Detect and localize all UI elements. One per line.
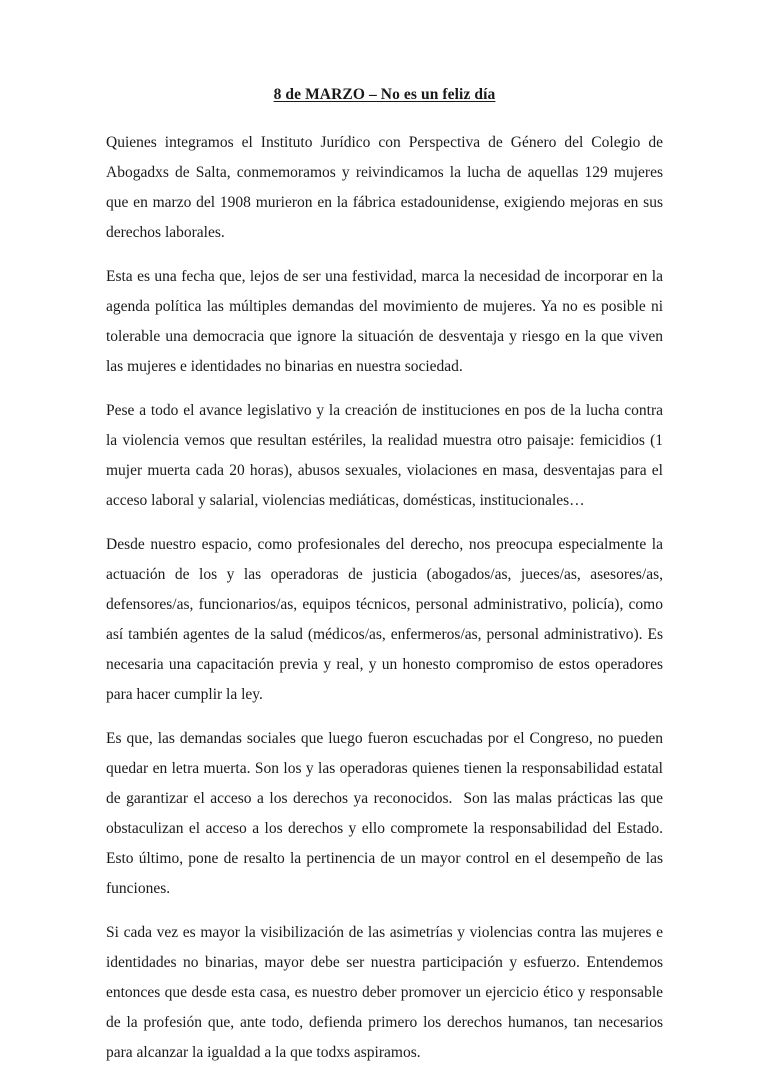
body-paragraph: Si cada vez es mayor la visibilización de las asimetrías y violencias contra las mujeres e identidades no binarias, mayor debe ser nuestra participación y esfuerzo. Entendemos entonces que desde esta casa, es nuestro deber promover un ejercicio ético y responsable de la profesión que, ante todo, defienda primero los derechos humanos, tan necesarios para alcanzar la igualdad a la que todxs aspiramos. [106,924,667,1062]
page-title: 8 de MARZO – No es un feliz día [273,86,496,103]
body-paragraph: Pese a todo el avance legislativo y la creación de instituciones en pos de la lucha contra la violencia vemos que resultan estériles, la realidad muestra otro paisaje: femicidios (1 mujer muerta cada 20 horas), abusos sexuales, violaciones en masa, desventajas para el acceso laboral y salarial, violencias mediáticas, domésticas, institucionales… [106,402,667,510]
body-paragraph: Es que, las demandas sociales que luego fueron escuchadas por el Congreso, no pueden quedar en letra muerta. Son los y las operadoras quienes tienen la responsabilidad estatal de garantizar el acceso a los derechos ya reconocidos. Son las malas prácticas las que obstaculizan el acceso a los derechos y ello compromete la responsabilidad del Estado. Esto último, pone de resalto la pertinencia de un mayor control en el desempeño de las funciones. [106,730,667,898]
document-text-block [106,84,667,1068]
body-paragraph: Quienes integramos el Instituto Jurídico con Perspectiva de Género del Colegio de Abogadxs de Salta, conmemoramos y reivindicamos la lucha de aquellas 129 mujeres que en marzo del 1908 murieron en la fábrica estadounidense, exigiendo mejoras en sus derechos laborales. [106,134,667,242]
body-paragraph: Desde nuestro espacio, como profesionales del derecho, nos preocupa especialmente la actuación de los y las operadoras de justicia (abogados/as, jueces/as, asesores/as, defensores/as, funcionarios/as, equipos técnicos, personal administrativo, policía), como así también agentes de la salud (médicos/as, enfermeros/as, personal administrativo). Es necesaria una capacitación previa y real, y un honesto compromiso de estos operadores para hacer cumplir la ley. [106,536,667,704]
body-paragraph: Esta es una fecha que, lejos de ser una festividad, marca la necesidad de incorporar en la agenda política las múltiples demandas del movimiento de mujeres. Ya no es posible ni tolerable una democracia que ignore la situación de desventaja y riesgo en la que viven las mujeres e identidades no binarias en nuestra sociedad. [106,268,667,376]
